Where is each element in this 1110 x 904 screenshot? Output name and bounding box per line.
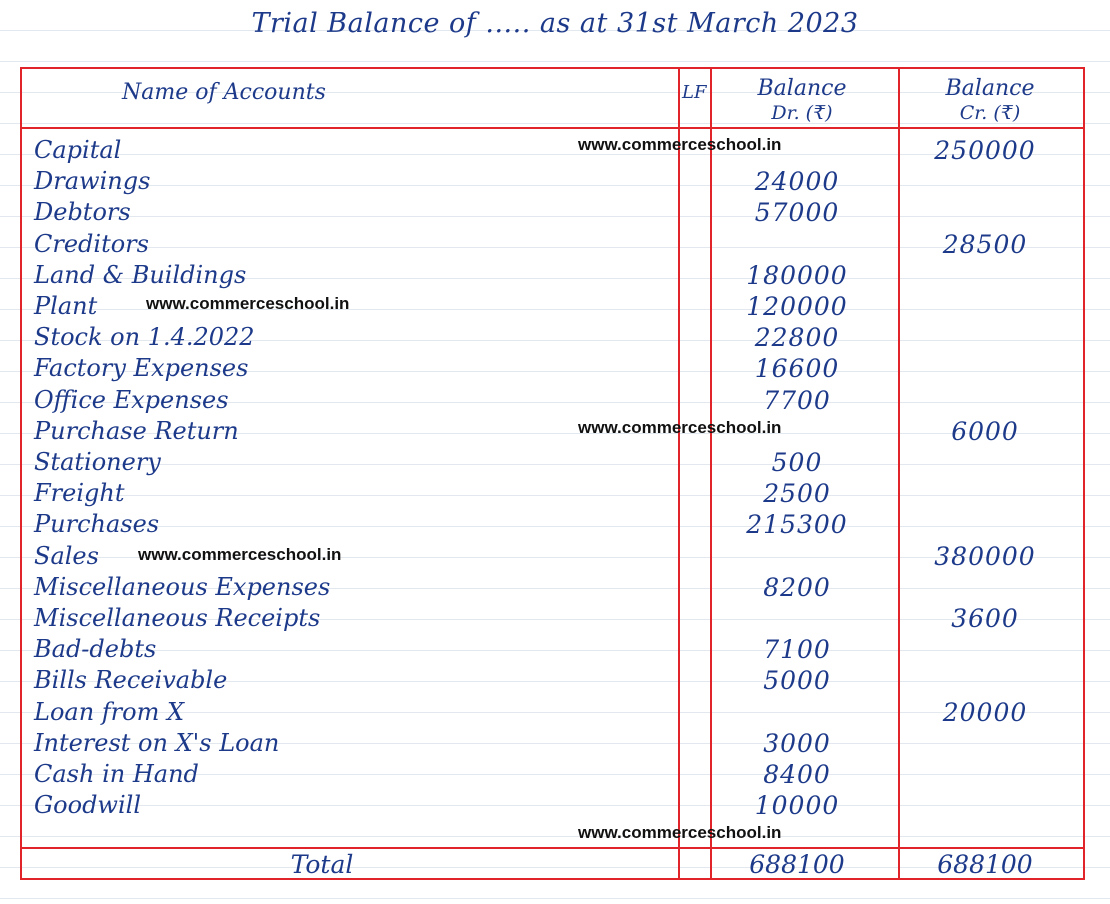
table-row: [22, 728, 1083, 759]
account-name: Freight: [34, 479, 125, 508]
total-label: Total: [290, 850, 354, 879]
debit-amount: 7100: [763, 635, 831, 665]
debit-amount: 57000: [754, 198, 840, 228]
account-name: Bad-debts: [34, 635, 157, 664]
credit-amount: 3600: [951, 604, 1019, 633]
debit-amount: 22800: [754, 323, 840, 353]
header-balance-dr: [712, 77, 892, 125]
account-name: Purchases: [34, 510, 160, 539]
table-row: [22, 135, 1083, 166]
header-balance-cr-line1: Balance: [945, 76, 1035, 101]
credit-amount: 6000: [951, 416, 1019, 446]
total-rule: [22, 847, 1083, 849]
account-name: Purchase Return: [34, 416, 239, 445]
debit-amount: 8200: [763, 572, 831, 602]
table-row: [22, 665, 1083, 696]
account-name: Interest on X's Loan: [34, 728, 280, 757]
trial-balance-table: [20, 67, 1085, 880]
account-name: Cash in Hand: [34, 760, 199, 788]
table-row: [22, 759, 1083, 790]
account-name: Loan from X: [34, 697, 185, 726]
debit-amount: 3000: [763, 728, 831, 758]
table-row: [22, 322, 1083, 353]
header-balance-dr-line2: Dr. (₹): [771, 102, 833, 124]
header-rule: [22, 127, 1083, 129]
watermark-text: www.commerceschool.in: [578, 135, 782, 154]
watermark-text: www.commerceschool.in: [578, 823, 782, 842]
table-row: [22, 447, 1083, 478]
table-row: [22, 166, 1083, 197]
table-row: [22, 353, 1083, 384]
debit-amount: 180000: [746, 260, 848, 290]
account-name: Land & Buildings: [34, 260, 247, 289]
debit-amount: 24000: [754, 167, 840, 197]
table-row: [22, 603, 1083, 634]
account-name: Stock on 1.4.2022: [34, 323, 255, 352]
debit-amount: 500: [771, 448, 823, 477]
credit-amount: 20000: [942, 697, 1028, 727]
table-row: [22, 697, 1083, 728]
debit-amount: 8400: [763, 760, 831, 789]
watermark-text: www.commerceschool.in: [138, 545, 342, 564]
header-name-of-accounts: Name of Accounts: [122, 80, 326, 105]
table-row: [22, 634, 1083, 665]
account-name: Creditors: [34, 229, 149, 258]
credit-amount: 380000: [934, 541, 1036, 571]
table-row: [22, 260, 1083, 291]
account-name: Debtors: [34, 198, 131, 227]
debit-amount: 120000: [746, 292, 848, 321]
debit-amount: 215300: [746, 510, 848, 540]
table-row: [22, 229, 1083, 260]
account-name: Miscellaneous Expenses: [34, 572, 331, 601]
page-title: Trial Balance of ..... as at 31st March 2023: [251, 8, 859, 39]
account-name: Plant: [34, 292, 98, 320]
table-row: [22, 197, 1083, 228]
total-dr-amount: 688100: [749, 850, 845, 879]
debit-amount: 5000: [763, 666, 831, 696]
debit-amount: 7700: [763, 385, 831, 415]
total-row: [22, 851, 1083, 879]
account-name: Drawings: [34, 167, 151, 196]
debit-amount: 16600: [754, 354, 840, 384]
credit-amount: 250000: [934, 136, 1036, 165]
table-row: [22, 385, 1083, 416]
account-name: Bills Receivable: [34, 666, 228, 695]
total-cr-amount: 688100: [937, 850, 1033, 879]
account-name: Office Expenses: [34, 385, 229, 414]
header-balance-dr-line1: Balance: [757, 76, 847, 101]
account-name: Sales: [34, 541, 99, 570]
table-row: [22, 509, 1083, 540]
header-lf: LF: [682, 82, 707, 103]
credit-amount: 28500: [942, 229, 1028, 259]
account-name: Capital: [34, 136, 122, 164]
header-balance-cr-line2: Cr. (₹): [959, 102, 1021, 124]
header-balance-cr: [900, 77, 1080, 125]
debit-amount: 2500: [763, 479, 831, 509]
watermark-text: www.commerceschool.in: [146, 294, 350, 313]
watermark-text: www.commerceschool.in: [578, 418, 782, 437]
account-name: Miscellaneous Receipts: [34, 604, 321, 632]
table-row: [22, 572, 1083, 603]
debit-amount: 10000: [754, 791, 840, 821]
account-name: Stationery: [34, 448, 161, 476]
table-row: [22, 478, 1083, 509]
table-row: [22, 416, 1083, 447]
account-name: Goodwill: [34, 791, 142, 820]
table-row: [22, 790, 1083, 821]
account-name: Factory Expenses: [34, 354, 249, 383]
